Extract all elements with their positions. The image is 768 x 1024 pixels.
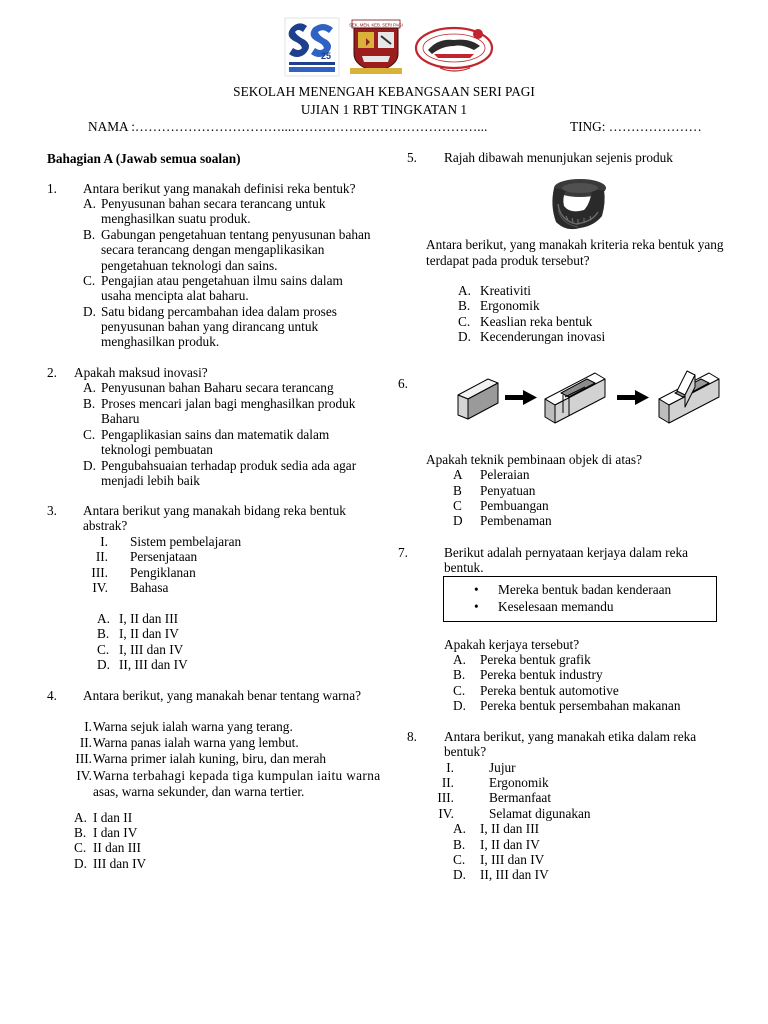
q4-option-a-label[interactable]: A.	[74, 810, 87, 825]
q3-roman-2: II.	[95, 549, 108, 564]
q8-roman-1: I.	[446, 760, 454, 775]
q8-roman-3: III.	[437, 790, 454, 805]
q4-item-4: Warna terbahagi kepada tiga kumpulan iaitu warna	[93, 768, 381, 783]
q3-option-b-label[interactable]: B.	[97, 626, 110, 641]
q1-option-d[interactable]: Satu bidang percambahan idea dalam proses	[101, 304, 337, 319]
section-title: Bahagian A (Jawab semua soalan)	[47, 151, 241, 166]
q4-item-1: Warna sejuk ialah warna yang terang.	[93, 719, 293, 734]
q4-item-4-cont: asas, warna sekunder, dan warna tertier.	[93, 784, 305, 799]
q6-option-b[interactable]: Penyatuan	[480, 483, 536, 498]
q7-option-c[interactable]: Pereka bentuk automotive	[480, 683, 619, 698]
q1-option-d-cont[interactable]: penyusunan bahan yang dirancang untuk	[101, 319, 319, 334]
svg-text:SEK. MEN. KEB. SERI PAGI: SEK. MEN. KEB. SERI PAGI	[349, 22, 403, 28]
q7-number: 7.	[398, 545, 408, 560]
q3-roman-4: IV.	[92, 580, 108, 595]
q1-option-a-label[interactable]: A.	[83, 196, 96, 211]
q3-item-4: Bahasa	[130, 580, 169, 595]
q8-number: 8.	[407, 729, 417, 744]
q2-option-b-cont[interactable]: Baharu	[101, 411, 140, 426]
q8-option-b-label[interactable]: B.	[453, 837, 466, 852]
q4-roman-1: I.	[84, 719, 92, 734]
q2-option-b[interactable]: Proses mencari jalan bagi menghasilkan produk	[101, 396, 356, 411]
q2-option-a-label[interactable]: A.	[83, 380, 96, 395]
q4-stem: Antara berikut, yang manakah benar tentang warna?	[83, 688, 362, 703]
q4-roman-4: IV.	[76, 768, 92, 783]
q5-option-c[interactable]: Keaslian reka bentuk	[480, 314, 593, 329]
arrow-right-icon	[505, 390, 537, 405]
q7-option-a-label[interactable]: A.	[453, 652, 466, 667]
q4-number: 4.	[47, 688, 57, 703]
q6-option-c[interactable]: Pembuangan	[480, 498, 549, 513]
q2-option-d[interactable]: Pengubahsuaian terhadap produk sedia ada agar	[101, 458, 357, 473]
q1-option-b-cont[interactable]: secara terancang dengan mengaplikasikan	[101, 242, 325, 257]
bullet-icon: •	[474, 582, 479, 597]
q6-number: 6.	[398, 376, 408, 391]
q8-option-d-label[interactable]: D.	[453, 867, 466, 882]
bullet-icon: •	[474, 599, 479, 614]
q1-option-a-cont[interactable]: menghasilkan suatu produk.	[101, 211, 251, 226]
school-name: SEKOLAH MENENGAH KEBANGSAAN SERI PAGI	[233, 84, 535, 99]
q3-option-b[interactable]: I, II dan IV	[119, 626, 179, 641]
svg-text:25: 25	[321, 51, 332, 61]
q8-item-3: Bermanfaat	[489, 790, 552, 805]
q4-option-b[interactable]: I dan IV	[93, 825, 138, 840]
q7-bullet-1: Mereka bentuk badan kenderaan	[498, 582, 672, 597]
q8-option-d[interactable]: II, III dan IV	[480, 867, 549, 882]
q6-option-b-label[interactable]: B	[453, 483, 462, 498]
q3-option-d-label[interactable]: D.	[97, 657, 110, 672]
q7-stem-cont: bentuk.	[444, 560, 484, 575]
q8-item-1: Jujur	[489, 760, 516, 775]
q1-option-b[interactable]: Gabungan pengetahuan tentang penyusunan bahan	[101, 227, 371, 242]
q7-option-b[interactable]: Pereka bentuk industry	[480, 667, 603, 682]
q4-option-b-label[interactable]: B.	[74, 825, 87, 840]
q1-option-b-cont2[interactable]: pengetahuan teknologi dan sains.	[101, 258, 278, 273]
name-field[interactable]: NAMA :……………………………...……………………………………...	[88, 119, 488, 134]
q8-option-a-label[interactable]: A.	[453, 821, 466, 836]
q7-option-c-label[interactable]: C.	[453, 683, 466, 698]
q5-option-c-label[interactable]: C.	[458, 314, 471, 329]
q3-item-2: Persenjataan	[130, 549, 198, 564]
q5-option-b-label[interactable]: B.	[458, 298, 471, 313]
product-image	[546, 176, 608, 232]
q7-stem: Berikut adalah pernyataan kerjaya dalam reka	[444, 545, 689, 560]
q1-option-c-label[interactable]: C.	[83, 273, 96, 288]
q2-option-b-label[interactable]: B.	[83, 396, 96, 411]
q5-stem: Rajah dibawah menunjukan sejenis produk	[444, 150, 673, 165]
q6-option-a-label[interactable]: A	[453, 467, 463, 482]
q3-item-3: Pengiklanan	[130, 565, 196, 580]
q2-option-a[interactable]: Penyusunan bahan Baharu secara terancang	[101, 380, 334, 395]
q4-item-2: Warna panas ialah warna yang lembut.	[93, 735, 299, 750]
assembled-block	[659, 371, 719, 423]
slotted-block	[545, 373, 605, 423]
q5-option-d-label[interactable]: D.	[458, 329, 471, 344]
school-crest-logo	[348, 18, 404, 76]
q8-stem: Antara berikut, yang manakah etika dalam reka	[444, 729, 697, 744]
q1-number: 1.	[47, 181, 57, 196]
q6-option-a[interactable]: Peleraian	[480, 467, 530, 482]
q1-option-c-cont[interactable]: usaha mencipta alat baharu.	[101, 288, 249, 303]
q4-option-a[interactable]: I dan II	[93, 810, 133, 825]
solid-block	[458, 379, 498, 419]
q3-option-a-label[interactable]: A.	[97, 611, 110, 626]
q1-option-c[interactable]: Pengajian atau pengetahuan ilmu sains dalam	[101, 273, 343, 288]
q2-number: 2.	[47, 365, 57, 380]
q8-option-a[interactable]: I, II dan III	[480, 821, 540, 836]
q8-option-c[interactable]: I, III dan IV	[480, 852, 545, 867]
q4-option-d-label[interactable]: D.	[74, 856, 87, 871]
q1-option-d-label[interactable]: D.	[83, 304, 96, 319]
q1-option-a[interactable]: Penyusunan bahan secara terancang untuk	[101, 196, 326, 211]
q4-roman-3: III.	[75, 751, 92, 766]
q4-option-c-label[interactable]: C.	[74, 840, 87, 855]
q7-bullet-2: Keselesaan memandu	[498, 599, 614, 614]
q8-item-4: Selamat digunakan	[489, 806, 591, 821]
q4-item-3: Warna primer ialah kuning, biru, dan merah	[93, 751, 327, 766]
exam-title: UJIAN 1 RBT TINGKATAN 1	[300, 102, 468, 117]
q7-option-b-label[interactable]: B.	[453, 667, 466, 682]
q7-option-d[interactable]: Pereka bentuk persembahan makanan	[480, 698, 681, 713]
q2-option-d-cont[interactable]: menjadi lebih baik	[101, 473, 200, 488]
q3-number: 3.	[47, 503, 57, 518]
q2-option-d-label[interactable]: D.	[83, 458, 96, 473]
q2-option-c-cont[interactable]: teknologi pembuatan	[101, 442, 213, 457]
q5-option-a[interactable]: Kreativiti	[480, 283, 531, 298]
class-field[interactable]: TING: …………………	[570, 119, 702, 134]
q5-option-b[interactable]: Ergonomik	[480, 298, 540, 313]
q8-option-c-label[interactable]: C.	[453, 852, 466, 867]
q4-option-c[interactable]: II dan III	[93, 840, 141, 855]
q6-option-d-label[interactable]: D	[453, 513, 463, 528]
q3-option-c-label[interactable]: C.	[97, 642, 110, 657]
q1-option-d-cont2[interactable]: menghasilkan produk.	[101, 334, 220, 349]
q8-item-2: Ergonomik	[489, 775, 549, 790]
club-logo	[414, 24, 496, 76]
q3-item-1: Sistem pembelajaran	[130, 534, 242, 549]
q8-stem-cont: bentuk?	[444, 744, 487, 759]
construction-diagram	[455, 367, 745, 425]
q2-option-c[interactable]: Pengaplikasian sains dan matematik dalam	[101, 427, 330, 442]
ministry-logo	[285, 18, 339, 76]
q8-roman-4: IV.	[438, 806, 454, 821]
q3-stem: Antara berikut yang manakah bidang reka bentuk	[83, 503, 346, 518]
q6-option-d[interactable]: Pembenaman	[480, 513, 552, 528]
q8-roman-2: II.	[441, 775, 454, 790]
q1-option-b-label[interactable]: B.	[83, 227, 96, 242]
q3-roman-3: III.	[91, 565, 108, 580]
q6-question: Apakah teknik pembinaan objek di atas?	[426, 452, 643, 467]
q7-question: Apakah kerjaya tersebut?	[444, 637, 580, 652]
q3-stem-cont: abstrak?	[83, 518, 128, 533]
q5-option-a-label[interactable]: A.	[458, 283, 471, 298]
q5-question-cont: terdapat pada produk tersebut?	[426, 253, 590, 268]
q3-option-d[interactable]: II, III dan IV	[119, 657, 188, 672]
q3-roman-1: I.	[100, 534, 108, 549]
q1-stem: Antara berikut yang manakah definisi reka bentuk?	[83, 181, 356, 196]
q7-option-a[interactable]: Pereka bentuk grafik	[480, 652, 591, 667]
q3-option-c[interactable]: I, III dan IV	[119, 642, 184, 657]
q2-stem: Apakah maksud inovasi?	[74, 365, 208, 380]
q4-option-d[interactable]: III dan IV	[93, 856, 147, 871]
arrow-right-icon	[617, 390, 649, 405]
q5-question: Antara berikut, yang manakah kriteria reka bentuk yang	[426, 237, 724, 252]
q4-roman-2: II.	[79, 735, 92, 750]
q5-option-d[interactable]: Kecenderungan inovasi	[480, 329, 606, 344]
q7-option-d-label[interactable]: D.	[453, 698, 466, 713]
q8-option-b[interactable]: I, II dan IV	[480, 837, 540, 852]
q2-option-c-label[interactable]: C.	[83, 427, 96, 442]
q6-option-c-label[interactable]: C	[453, 498, 462, 513]
q5-number: 5.	[407, 150, 417, 165]
q3-option-a[interactable]: I, II dan III	[119, 611, 179, 626]
